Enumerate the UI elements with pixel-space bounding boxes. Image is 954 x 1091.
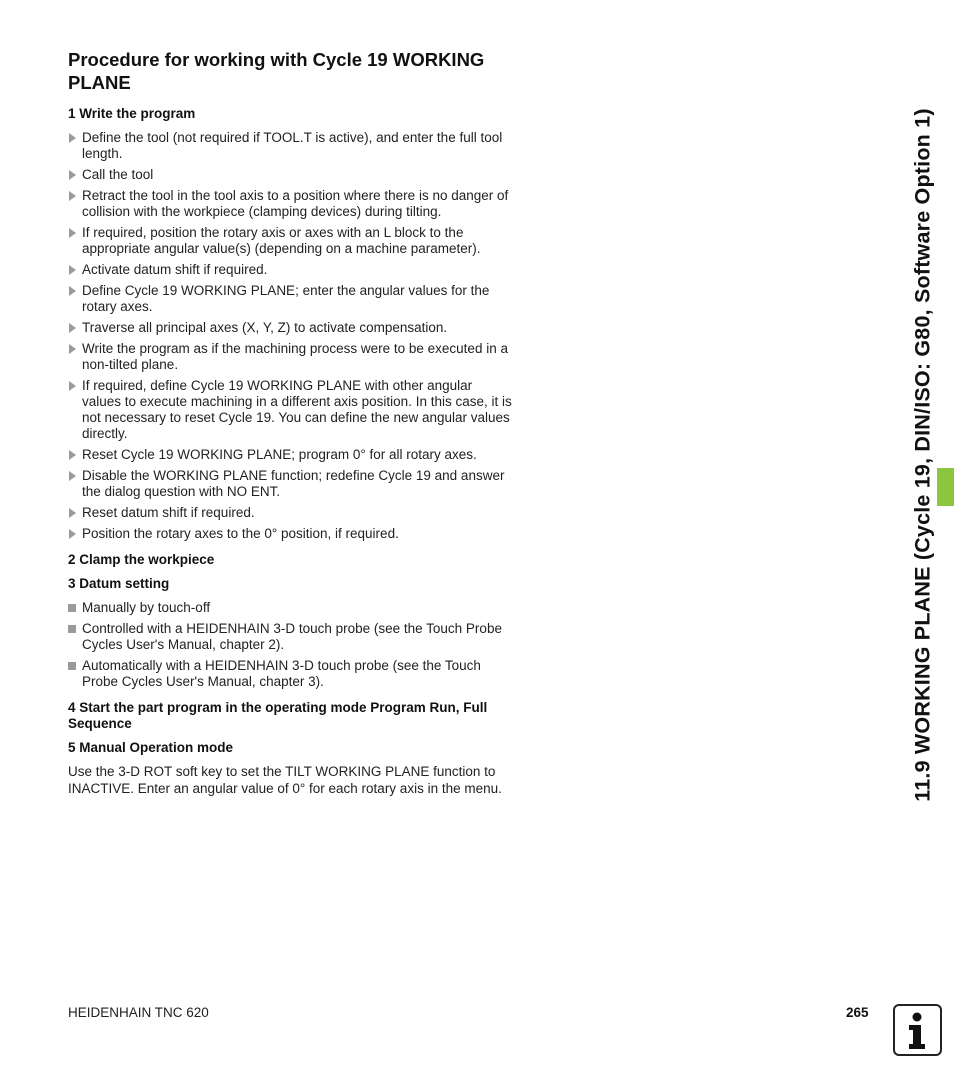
page-content	[68, 48, 513, 797]
step-1-heading: 1 Write the program	[68, 106, 196, 121]
triangle-bullet-icon	[69, 323, 76, 333]
triangle-bullet-icon	[69, 191, 76, 201]
triangle-bullet-icon	[69, 228, 76, 238]
triangle-bullet-icon	[69, 529, 76, 539]
square-bullet-icon	[68, 662, 76, 670]
triangle-bullet-icon	[69, 471, 76, 481]
step-4-heading: 4 Start the part program in the operating mode Program Run, Full Sequence	[68, 700, 488, 731]
list-item: Define Cycle 19 WORKING PLANE; enter the angular values for the rotary axes.	[68, 283, 513, 315]
triangle-bullet-icon	[69, 508, 76, 518]
triangle-bullet-icon	[69, 381, 76, 391]
step-3-heading: 3 Datum setting	[68, 576, 170, 591]
section-title: Procedure for working with Cycle 19 WORKING PLANE	[68, 49, 485, 93]
step-1-list	[68, 130, 513, 542]
list-item: Controlled with a HEIDENHAIN 3-D touch probe (see the Touch Probe Cycles User's Manual, chapter 2).	[68, 621, 513, 653]
list-item: Reset datum shift if required.	[68, 505, 513, 521]
list-item: If required, position the rotary axis or axes with an L block to the appropriate angular value(s) (depending on a machine parameter).	[68, 225, 513, 257]
info-glyph-icon	[895, 1006, 940, 1054]
square-bullet-icon	[68, 604, 76, 612]
list-item: Define the tool (not required if TOOL.T is active), and enter the full tool length.	[68, 130, 513, 162]
list-item: Manually by touch-off	[68, 600, 513, 616]
chapter-color-marker	[937, 468, 954, 506]
triangle-bullet-icon	[69, 170, 76, 180]
list-item: Disable the WORKING PLANE function; redefine Cycle 19 and answer the dialog question with NO ENT.	[68, 468, 513, 500]
page-number: 265	[846, 1005, 869, 1020]
list-item: Traverse all principal axes (X, Y, Z) to activate compensation.	[68, 320, 513, 336]
step-5-text: Use the 3-D ROT soft key to set the TILT WORKING PLANE function to INACTIVE. Enter an angular value of 0° for each rotary axis in the menu.	[68, 764, 502, 796]
step-2-heading: 2 Clamp the workpiece	[68, 552, 215, 567]
list-item: Call the tool	[68, 167, 513, 183]
step-3-list	[68, 600, 513, 690]
triangle-bullet-icon	[69, 265, 76, 275]
triangle-bullet-icon	[69, 450, 76, 460]
triangle-bullet-icon	[69, 344, 76, 354]
triangle-bullet-icon	[69, 133, 76, 143]
list-item: Position the rotary axes to the 0° position, if required.	[68, 526, 513, 542]
step-5-heading: 5 Manual Operation mode	[68, 740, 234, 755]
list-item: Reset Cycle 19 WORKING PLANE; program 0° for all rotary axes.	[68, 447, 513, 463]
footer-product-name: HEIDENHAIN TNC 620	[68, 1005, 209, 1020]
list-item: Automatically with a HEIDENHAIN 3-D touch probe (see the Touch Probe Cycles User's Manual, chapter 3).	[68, 658, 513, 690]
list-item: Retract the tool in the tool axis to a position where there is no danger of collision with the workpiece (clamping devices) during tilting.	[68, 188, 513, 220]
list-item: If required, define Cycle 19 WORKING PLANE with other angular values to execute machining in a different axis position. In this case, it is not necessary to reset Cycle 19. You can define the new angular values directly.	[68, 378, 513, 442]
chapter-side-tab	[893, 40, 954, 870]
triangle-bullet-icon	[69, 286, 76, 296]
list-item: Activate datum shift if required.	[68, 262, 513, 278]
info-icon	[893, 1004, 942, 1056]
chapter-side-title: 11.9 WORKING PLANE (Cycle 19, DIN/ISO: G80, Software Option 1)	[910, 108, 935, 802]
square-bullet-icon	[68, 625, 76, 633]
list-item: Write the program as if the machining process were to be executed in a non-tilted plane.	[68, 341, 513, 373]
